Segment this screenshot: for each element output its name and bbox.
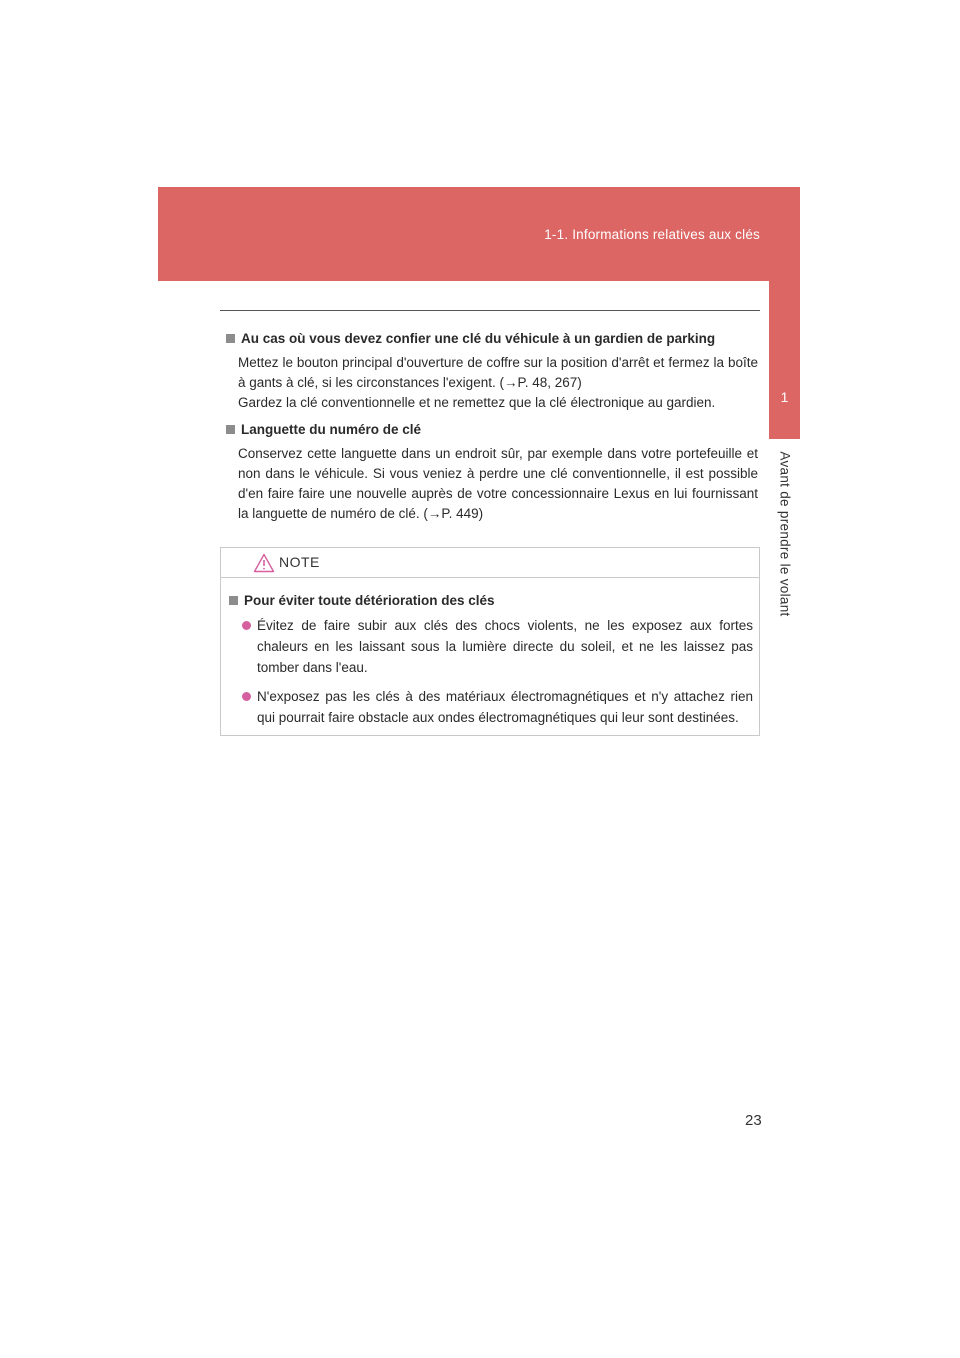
bullet-dot-icon (242, 692, 251, 701)
section-heading-text: Au cas où vous devez confier une clé du véhicule à un gardien de parking (241, 331, 716, 346)
chapter-title: Avant de prendre le volant (777, 451, 793, 617)
note-heading (225, 592, 753, 610)
note-bullet-item (242, 615, 753, 678)
paragraph (238, 353, 758, 413)
note-body (221, 578, 759, 728)
warning-triangle-icon (253, 553, 275, 573)
note-bullet-item (242, 686, 753, 728)
note-header (221, 548, 759, 578)
page-number: 23 (745, 1112, 762, 1129)
section-heading-text: Languette du numéro de clé (241, 422, 422, 437)
note-box (220, 547, 760, 736)
section-heading (222, 421, 758, 439)
bullet-dot-icon (242, 621, 251, 630)
square-bullet-icon (229, 596, 238, 605)
note-heading-text: Pour éviter toute détérioration des clés (244, 593, 495, 608)
paragraph-line: Conservez cette languette dans un endroit sûr, par exemple dans votre portefeuille et non dans le véhicule. Si vous veniez à perdre une clé conventionnelle, il est possible d'en faire faire une nouvelle auprès de votre concessionnaire Lexus en lui fournissant la languette de numéro de clé. (→P. 449) (238, 446, 758, 521)
main-content (222, 330, 758, 532)
section-valet (222, 330, 758, 413)
paragraph-line: Mettez le bouton principal d'ouverture de coffre sur la position d'arrêt et fermez la boîte à gants à clé, si les circonstances l'exigent. (→P. 48, 267) (238, 355, 758, 390)
chapter-number: 1 (780, 389, 789, 405)
paragraph (238, 444, 758, 524)
section-key-tag (222, 421, 758, 524)
note-bullet-text: N'exposez pas les clés à des matériaux électromagnétiques et n'y attachez rien qui pourrait faire obstacle aux ondes électromagnétiques qui leur sont destinées. (257, 689, 753, 725)
top-divider (220, 310, 760, 311)
square-bullet-icon (226, 425, 235, 434)
note-label: NOTE (279, 554, 320, 570)
header-band (158, 187, 800, 281)
paragraph-line: Gardez la clé conventionnelle et ne remettez que la clé électronique au gardien. (238, 395, 716, 410)
square-bullet-icon (226, 334, 235, 343)
section-title: 1-1. Informations relatives aux clés (544, 227, 760, 242)
section-heading (222, 330, 758, 348)
chapter-tab (769, 281, 800, 439)
note-bullet-text: Évitez de faire subir aux clés des chocs violents, ne les exposez aux fortes chaleurs en les laissant sous la lumière directe du soleil, et ne les laissez pas tomber dans l'eau. (257, 618, 753, 675)
